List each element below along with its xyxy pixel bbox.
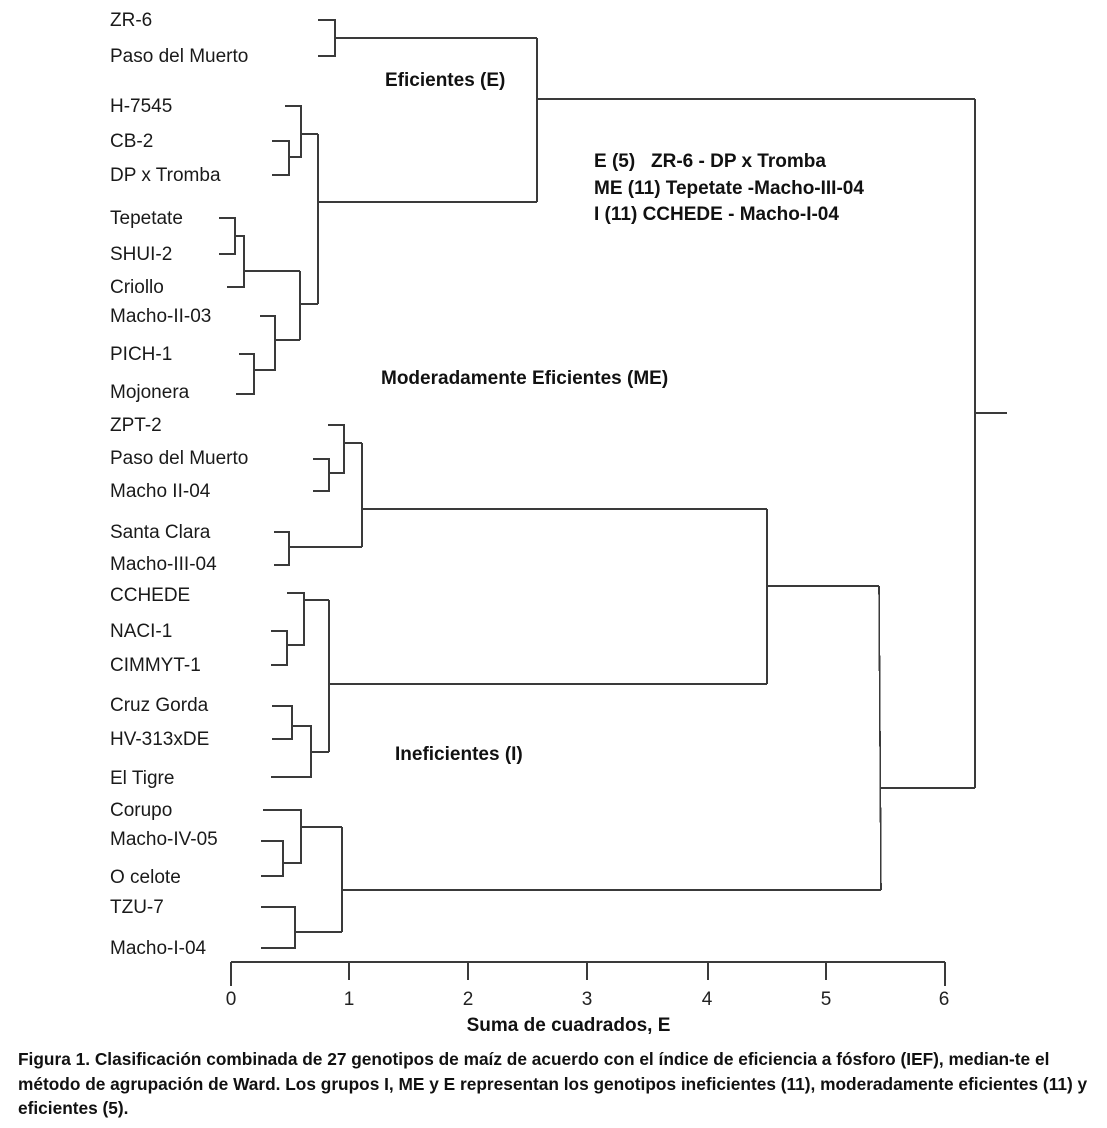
x-axis-title: Suma de cuadrados, E xyxy=(466,1015,671,1036)
leaf-label: Criollo xyxy=(110,277,164,298)
x-tick-label: 3 xyxy=(581,989,593,1010)
leaf-label: El Tigre xyxy=(110,768,175,789)
leaf-label: PICH-1 xyxy=(110,344,173,365)
leaf-label: CIMMYT-1 xyxy=(110,655,201,676)
leaf-label: Tepetate xyxy=(110,208,183,229)
leaf-label: O celote xyxy=(110,867,181,888)
leaf-label: Macho-I-04 xyxy=(110,938,207,959)
summary-line-i: I (11) CCHEDE - Macho-I-04 xyxy=(594,204,839,225)
summary-line-me: ME (11) Tepetate -Macho-III-04 xyxy=(594,178,864,199)
leaf-label: DP x Tromba xyxy=(110,165,221,186)
leaf-label: Macho-IV-05 xyxy=(110,829,218,850)
leaf-label: Paso del Muerto xyxy=(110,46,249,67)
leaf-label: Macho-III-04 xyxy=(110,554,217,575)
leaf-label: CCHEDE xyxy=(110,585,191,606)
leaf-label: NACI-1 xyxy=(110,621,173,642)
leaf-label: HV-313xDE xyxy=(110,729,210,750)
group-label-inefficient: Ineficientes (I) xyxy=(395,744,523,765)
leaf-label: Paso del Muerto xyxy=(110,448,249,469)
leaf-label: Corupo xyxy=(110,800,173,821)
leaf-label: Macho-II-03 xyxy=(110,306,212,327)
summary-line-e: E (5) ZR-6 - DP x Tromba xyxy=(594,151,826,172)
leaf-label: SHUI-2 xyxy=(110,244,173,265)
leaf-label: H-7545 xyxy=(110,96,173,117)
leaf-label: ZR-6 xyxy=(110,10,153,31)
leaf-label: ZPT-2 xyxy=(110,415,162,436)
group-label-moderately-efficient: Moderadamente Eficientes (ME) xyxy=(381,368,669,389)
leaf-label: Mojonera xyxy=(110,382,190,403)
leaf-label: Cruz Gorda xyxy=(110,695,209,716)
x-tick-label: 6 xyxy=(938,989,950,1010)
leaf-label: CB-2 xyxy=(110,131,154,152)
figure-caption: Figura 1. Clasificación combinada de 27 genotipos de maíz de acuerdo con el índice de eficiencia a fósforo (IEF), median-te el método de agrupación de Ward. Los grupos I, ME y E representan los genotipos ineficientes (11), moderadamente eficientes (11) y eficientes (5). xyxy=(18,1049,1088,1118)
x-tick-label: 2 xyxy=(462,989,474,1010)
leaf-label: Santa Clara xyxy=(110,522,211,543)
x-tick-label: 0 xyxy=(225,989,237,1010)
x-tick-label: 5 xyxy=(820,989,832,1010)
x-tick-label: 4 xyxy=(701,989,713,1010)
leaf-label: Macho II-04 xyxy=(110,481,211,502)
leaf-label: TZU-7 xyxy=(110,897,164,918)
x-axis xyxy=(231,962,945,986)
group-label-efficient: Eficientes (E) xyxy=(385,70,506,91)
x-tick-label: 1 xyxy=(343,989,355,1010)
